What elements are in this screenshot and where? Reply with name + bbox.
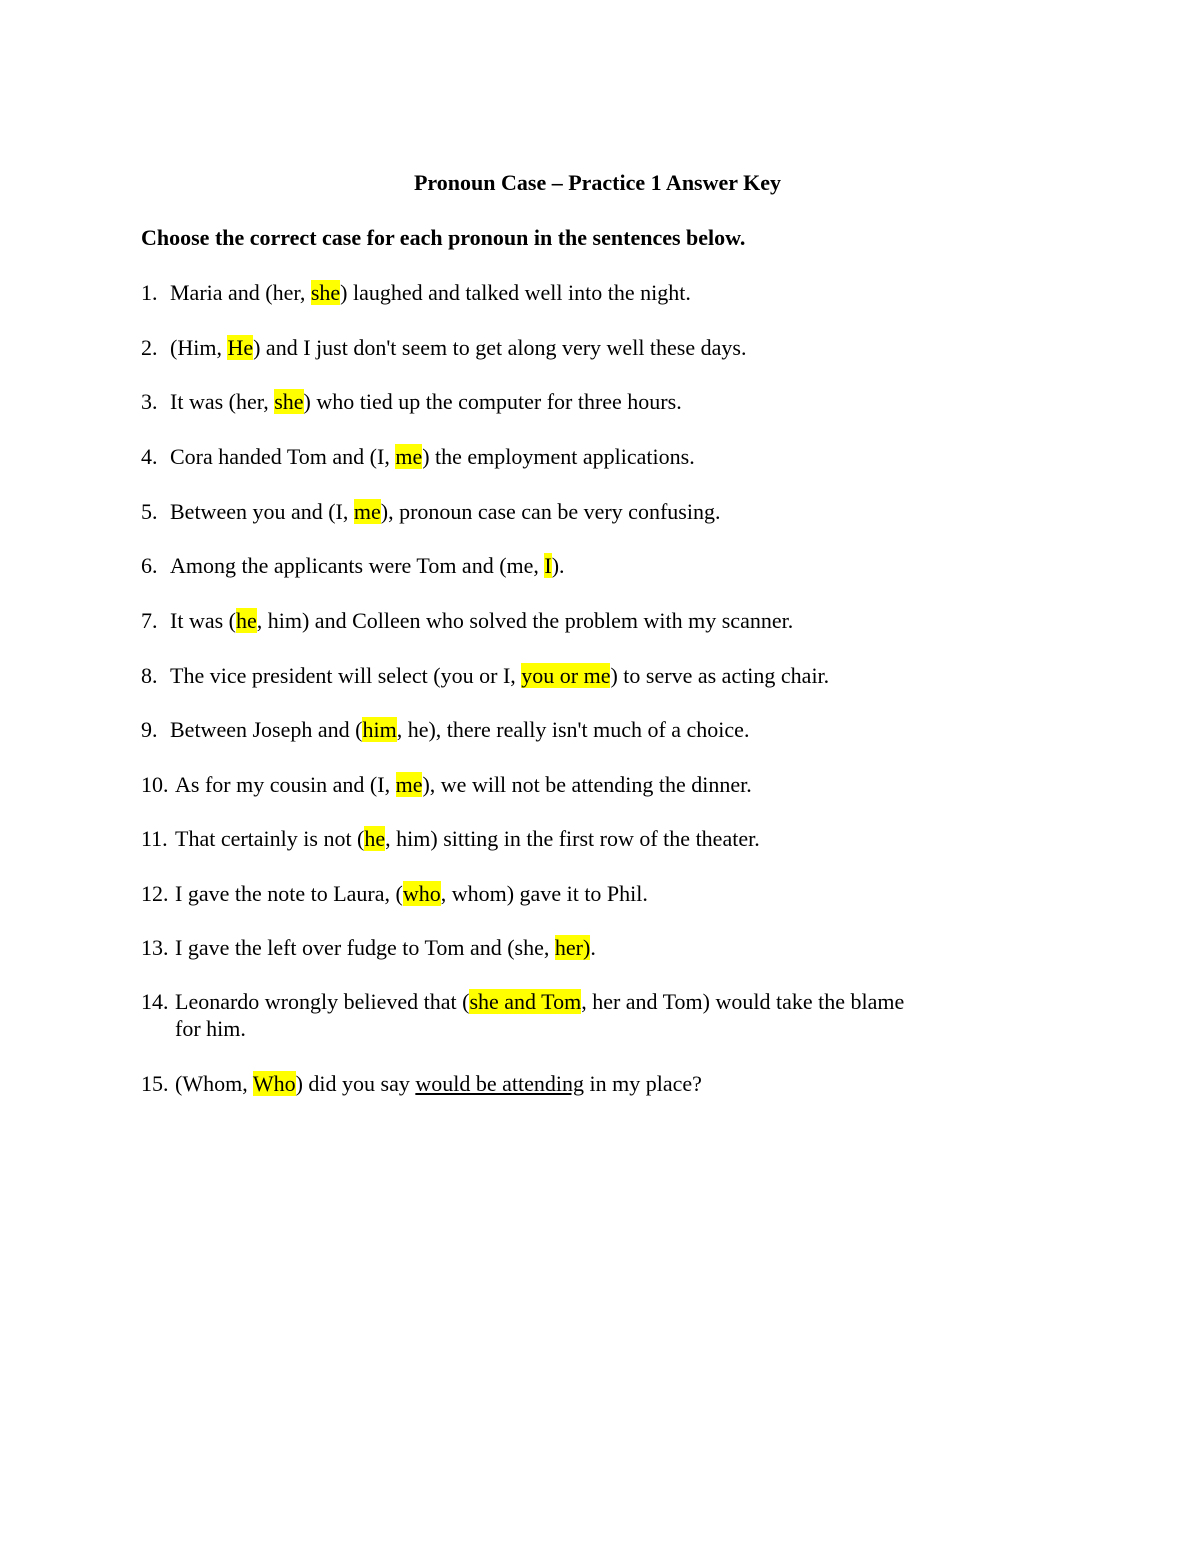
answer-highlight: He [227, 335, 254, 360]
question-item [141, 716, 1001, 743]
question-item [141, 334, 1001, 361]
answer-highlight: she and Tom [469, 989, 582, 1014]
answer-highlight: who [402, 881, 441, 906]
answer-highlight: me [395, 772, 423, 797]
question-number: 14. [141, 989, 169, 1014]
question-item [141, 443, 1001, 470]
answer-highlight: he [235, 608, 257, 633]
question-text: Maria and (her, she) laughed and talked well into the night. [170, 280, 691, 305]
question-text: As for my cousin and (I, me), we will not be attending the dinner. [175, 772, 752, 797]
question-text: I gave the note to Laura, (who, whom) gave it to Phil. [175, 881, 648, 906]
question-number: 6. [141, 553, 158, 578]
question-number: 15. [141, 1071, 169, 1096]
answer-highlight: I [544, 553, 552, 578]
question-item [141, 498, 1001, 525]
answer-highlight: me [395, 444, 423, 469]
answer-highlight: her) [554, 935, 591, 960]
question-number: 9. [141, 717, 158, 742]
question-text-continuation: for him. [175, 1016, 246, 1041]
question-text: Between you and (I, me), pronoun case can be very confusing. [170, 499, 721, 524]
question-item [141, 1070, 1001, 1097]
question-item [141, 388, 1001, 415]
question-text: (Whom, Who) did you say would be attending in my place? [175, 1071, 702, 1096]
question-text: (Him, He) and I just don't seem to get along very well these days. [170, 335, 747, 360]
question-number: 11. [141, 826, 168, 851]
question-number: 3. [141, 389, 158, 414]
question-number: 5. [141, 499, 158, 524]
question-item [141, 934, 1001, 961]
question-number: 2. [141, 335, 158, 360]
answer-highlight: him [362, 717, 397, 742]
answer-highlight: he [364, 826, 386, 851]
question-number: 7. [141, 608, 158, 633]
answer-highlight: she [274, 389, 304, 414]
answer-highlight: you or me [521, 663, 611, 688]
question-text: Among the applicants were Tom and (me, I). [170, 553, 565, 578]
question-text: That certainly is not (he, him) sitting in the first row of the theater. [175, 826, 760, 851]
question-text: The vice president will select (you or I, you or me) to serve as acting chair. [170, 663, 830, 688]
page-title: Pronoun Case – Practice 1 Answer Key [413, 170, 782, 195]
question-text: I gave the left over fudge to Tom and (she, her). [175, 935, 596, 960]
question-item [141, 552, 1001, 579]
question-item [141, 607, 1001, 634]
question-number: 10. [141, 772, 169, 797]
question-text: It was (her, she) who tied up the computer for three hours. [170, 389, 682, 414]
question-text: Cora handed Tom and (I, me) the employment applications. [170, 444, 695, 469]
underlined-phrase: would be attending [415, 1071, 584, 1096]
question-item [141, 662, 1001, 689]
question-number: 4. [141, 444, 158, 469]
answer-highlight: me [353, 499, 381, 524]
question-item [141, 771, 1001, 798]
question-number: 8. [141, 663, 158, 688]
question-text: Between Joseph and (him, he), there really isn't much of a choice. [170, 717, 750, 742]
instructions: Choose the correct case for each pronoun in the sentences below. [141, 225, 746, 250]
question-number: 12. [141, 881, 169, 906]
answer-highlight: she [310, 280, 341, 305]
question-item [141, 825, 1001, 852]
question-number: 1. [141, 280, 158, 305]
answer-highlight: Who [252, 1071, 296, 1096]
question-number: 13. [141, 935, 169, 960]
question-item [141, 279, 1001, 306]
question-text: Leonardo wrongly believed that (she and Tom, her and Tom) would take the blame [175, 989, 905, 1014]
question-item [141, 880, 1001, 907]
question-item [141, 988, 1001, 1042]
question-text: It was (he, him) and Colleen who solved the problem with my scanner. [170, 608, 794, 633]
